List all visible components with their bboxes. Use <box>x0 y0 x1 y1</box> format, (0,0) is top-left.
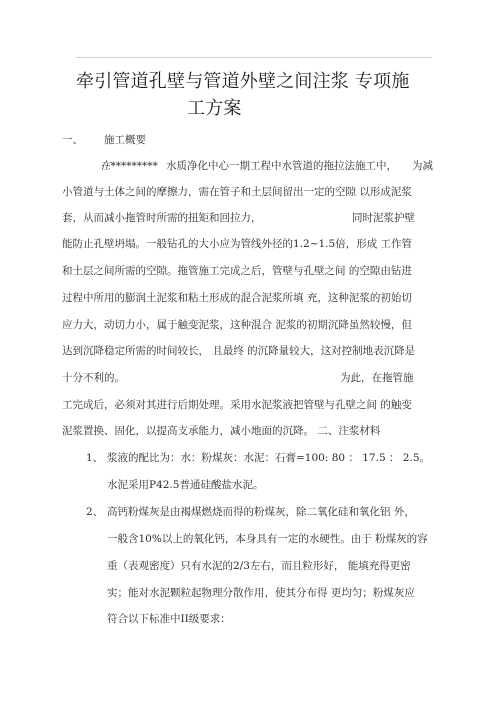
header-rule <box>76 57 432 58</box>
paragraph-1-line-3a: 套，从而减小拖管时所需的扭矩和回拉力， <box>62 212 262 224</box>
paragraph-1-line-6: 过程中所用的膨润土泥浆和粘土形成的混合泥浆所填 充，这种泥浆的初始切 <box>62 292 412 304</box>
item-2-number: 2、 <box>86 506 104 518</box>
paragraph-1-italic-lead: 在********* <box>100 160 158 172</box>
section-1-title: 施工概要 <box>104 134 146 146</box>
item-2-line-4: 实；能对水泥颗粒起物理分散作用，使其分布得 更均匀；粉煤灰应 <box>107 587 415 599</box>
paragraph-1-line-3b: 同时泥浆护壁 <box>352 212 415 224</box>
section-1-number: 一、 <box>62 134 83 146</box>
title-line-2: 工方案 <box>187 98 242 119</box>
paragraph-1-line-1-tail: 为减 <box>412 160 433 172</box>
paragraph-1-line-10: 工完成后，必须对其进行后期处理。采用水泥浆液把管壁与孔壁之间 的触变 <box>62 399 412 411</box>
item-1-line-1: 浆液的配比为：水：粉煤灰：水泥：石膏=100: 80 ： 17.5 ： 2.5。 <box>107 452 431 464</box>
paragraph-1-line-2: 小管道与土体之间的摩擦力，需在管子和土层间留出一定的空隙 以形成泥浆 <box>62 186 412 198</box>
item-1-line-2: 水泥采用P42.5普通硅酸盐水泥。 <box>107 479 264 491</box>
paragraph-1-line-9b: 为此，在拖管施 <box>340 372 414 384</box>
item-2-line-5: 符合以下标准中II级要求： <box>107 613 231 625</box>
paragraph-1-line-9a: 十分不利的。 <box>62 372 125 384</box>
item-2-line-1: 高钙粉煤灰是由褐煤燃烧而得的粉煤灰，除二氧化硅和氧化铝 外， <box>107 506 415 518</box>
item-1-number: 1、 <box>86 452 104 464</box>
paragraph-1-line-1: 水质净化中心一期工程中水管道的拖拉法施工中， <box>166 160 397 172</box>
paragraph-1-line-5: 和土层之间所需的空隙。拖管施工完成之后，管壁与孔壁之间 的空隙由钻进 <box>62 265 412 277</box>
title-line-1: 牵引管道孔壁与管道外壁之间注浆 专项施 <box>76 71 410 92</box>
paragraph-1-line-8: 达到沉降稳定所需的时间较长， 且最终 的沉降量较大，这对控制地表沉降是 <box>62 345 416 357</box>
item-2-line-3: 重（表观密度）只有水泥的2/3左右，而且粒形好， 能填充得更密 <box>107 560 411 572</box>
paragraph-1-line-7: 应力大，动切力小，属于触变泥浆，这种混合 泥浆的初期沉降虽然较慢，但 <box>62 319 412 331</box>
document-title <box>60 68 440 122</box>
paragraph-1-line-4: 能防止孔壁坍塌。一般钻孔的大小应为管线外径的1.2~1.5倍，形成 工作管 <box>62 238 413 250</box>
paragraph-1-line-11: 泥浆置换、固化，以提高支承能力，减小地面的沉降。 二、注浆材料 <box>62 425 381 437</box>
item-2-line-2: 一般含10%以上的氧化钙，本身具有一定的水硬性。由于 粉煤灰的容 <box>107 533 428 545</box>
